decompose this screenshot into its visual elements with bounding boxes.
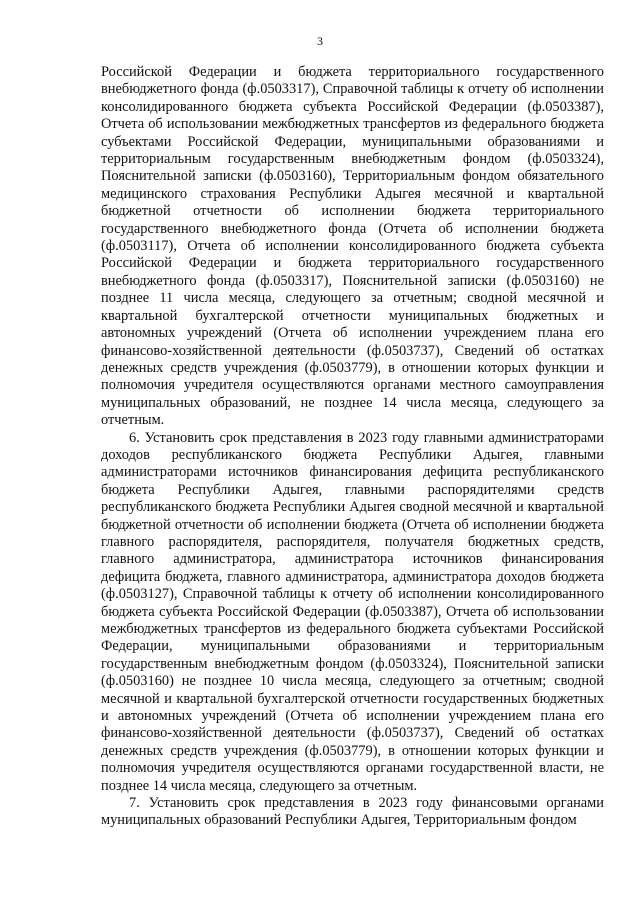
paragraph-item-6: 6. Установить срок представления в 2023 году главными администраторами доходов республиканского бюджета Республики Адыгея, главными администраторами источников финансирования дефицита республиканского бюджета Республики Адыгея, главными распорядителями средств республиканского бюджета Республики Адыгея сводной месячной и квартальной бюджетной отчетности об исполнении бюджета (Отчета об исполнении бюджета главного распорядителя, распорядителя, получателя бюджетных средств, главного администратора, администратора источников финансирования дефицита бюджета, главного администратора, администратора доходов бюджета (ф.0503127), Справочной таблицы к отчету об исполнении консолидированного бюджета субъекта Российской Федерации (ф.0503387), Отчета об использовании межбюджетных трансфертов из федерального бюджета субъектами Российской Федерации, муниципальными образованиями и территориальным государственным внебюджетным фондом (ф.0503324), Пояснительной записки (ф.0503160) не позднее 10 числа месяца, следующего за отчетным; сводной месячной и квартальной бухгалтерской отчетности государственных бюджетных и автономных учреждений (Отчета об исполнении учреждением плана его финансово-хозяйственной деятельности (ф.0503737), Сведений об остатках денежных средств учреждения (ф.0503779), в отношении которых функции и полномочия учредителя осуществляются органами государственной власти, не позднее 14 числа месяца, следующего за отчетным. xyxy=(101,429,604,794)
paragraph-continuation: Российской Федерации и бюджета территориального государственного внебюджетного фонда (ф.0503317), Справочной таблицы к отчету об исполнении консолидированного бюджета субъекта Российской Федерации (ф.0503387), Отчета об использовании межбюджетных трансфертов из федерального бюджета субъектами Российской Федерации, муниципальными образованиями и территориальным государственным внебюджетным фондом (ф.0503324), Пояснительной записки (ф.0503160), Территориальным фондом обязательного медицинского страхования Республики Адыгея месячной и квартальной бюджетной отчетности об исполнении бюджета территориального государственного внебюджетного фонда (Отчета об исполнении бюджета (ф.0503117), Отчета об исполнении консолидированного бюджета субъекта Российской Федерации и бюджета территориального государственного внебюджетного фонда (ф.0503317), Пояснительной записки (ф.0503160) не позднее 11 числа месяца, следующего за отчетным; сводной месячной и квартальной бухгалтерской отчетности муниципальных бюджетных и автономных учреждений (Отчета об исполнении учреждением плана его финансово-хозяйственной деятельности (ф.0503737), Сведений об остатках денежных средств учреждения (ф.0503779), в отношении которых функции и полномочия учредителя осуществляются органами местного самоуправления муниципальных образований, не позднее 14 числа месяца, следующего за отчетным. xyxy=(101,64,604,429)
document-body xyxy=(101,64,604,830)
paragraph-item-7: 7. Установить срок представления в 2023 году финансовыми органами муниципальных образований Республики Адыгея, Территориальным фондом xyxy=(101,795,604,829)
page-number: 3 xyxy=(317,34,323,48)
